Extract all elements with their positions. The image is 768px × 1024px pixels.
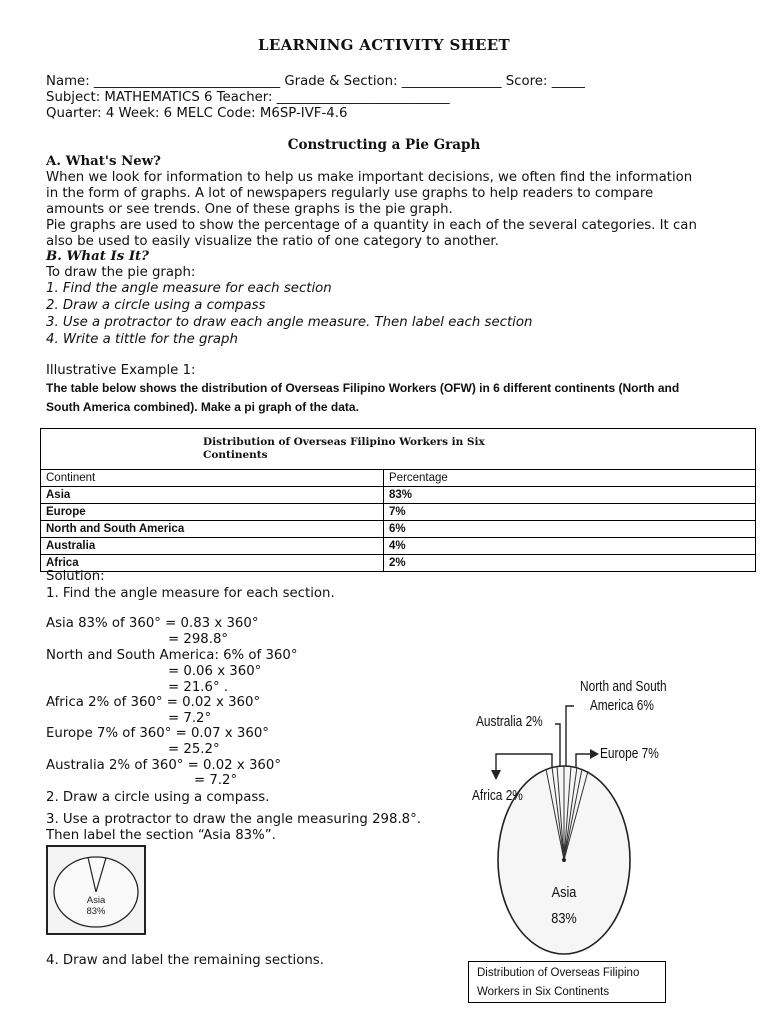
- small-pie-label-line: 83%: [86, 906, 106, 917]
- africa-label: Africa 2%: [472, 788, 523, 804]
- north-south-arrow: [566, 706, 574, 766]
- lesson-title: Constructing a Pie Graph: [287, 137, 481, 153]
- africa-arrowhead: [491, 770, 501, 780]
- table-cell: 6%: [384, 521, 756, 538]
- table-cell: North and South America: [41, 521, 384, 538]
- step-item: 3. Use a protractor to draw each angle measure. Then label each section: [46, 315, 533, 330]
- europe-label: Europe 7%: [600, 746, 659, 762]
- subject-line: Subject: MATHEMATICS 6 Teacher: __________________________: [46, 90, 450, 105]
- table-cell: 4%: [384, 538, 756, 555]
- calc-result: = 21.6° .: [168, 680, 229, 695]
- example-label: Illustrative Example 1:: [46, 363, 196, 378]
- sheet-title: LEARNING ACTIVITY SHEET: [258, 36, 510, 54]
- table-row: [41, 538, 756, 555]
- solution-step: 2. Draw a circle using a compass.: [46, 790, 270, 805]
- pie-label-line: North and South: [580, 679, 667, 695]
- calc-result: = 25.2°: [168, 742, 220, 757]
- para-line: in the form of graphs. A lot of newspapers regularly use graphs to help readers to compare: [46, 186, 654, 201]
- small-pie-label: [48, 895, 144, 917]
- table-row: [41, 521, 756, 538]
- australia-label: Australia 2%: [476, 714, 543, 730]
- step-item: 4. Write a tittle for the graph: [46, 332, 238, 347]
- para-line: amounts or see trends. One of these graphs is the pie graph.: [46, 202, 453, 217]
- table-cell: Asia: [41, 487, 384, 504]
- asia-label: [539, 880, 590, 932]
- pie-center: [562, 858, 566, 862]
- calc-result: = 298.8°: [168, 632, 229, 647]
- solution-label: Solution:: [46, 569, 105, 584]
- small-pie-label-line: Asia: [86, 895, 106, 906]
- table-caption-line: Distribution of Overseas Filipino Workers in Six: [203, 436, 485, 448]
- para-line: When we look for information to help us make important decisions, we often find the information: [46, 170, 693, 185]
- example-desc: South America combined). Make a pi graph of the data.: [46, 400, 359, 414]
- table-header-row: [41, 470, 756, 487]
- table-caption: [41, 429, 756, 470]
- table-cell: 83%: [384, 487, 756, 504]
- example-desc: The table below shows the distribution of Overseas Filipino Workers (OFW) in 6 different continents (North and: [46, 381, 680, 395]
- table-cell: 2%: [384, 555, 756, 572]
- calc-line: Australia 2% of 360° = 0.02 x 360°: [46, 758, 281, 773]
- section-b-heading: B. What Is It?: [46, 249, 149, 264]
- table-row: [41, 504, 756, 521]
- table-cell: Australia: [41, 538, 384, 555]
- calc-result: = 7.2°: [168, 711, 212, 726]
- calc-result: = 0.06 x 360°: [168, 664, 262, 679]
- calc-result: = 7.2°: [194, 773, 238, 788]
- big-pie-caption: [468, 961, 666, 1003]
- calc-line: North and South America: 6% of 360°: [46, 648, 298, 663]
- name-line: Name: ____________________________ Grade & Section: _______________ Score: _____: [46, 74, 585, 89]
- column-header: Percentage: [384, 470, 756, 487]
- north-south-label: [580, 678, 667, 716]
- table-cell: Europe: [41, 504, 384, 521]
- table-row: [41, 487, 756, 504]
- calc-line: Asia 83% of 360° = 0.83 x 360°: [46, 616, 259, 631]
- table-cell: 7%: [384, 504, 756, 521]
- caption-line: Distribution of Overseas Filipino: [477, 967, 640, 979]
- pie-label-line: 83%: [551, 910, 577, 927]
- calc-line: Europe 7% of 360° = 0.07 x 360°: [46, 726, 269, 741]
- europe-arrowhead: [590, 749, 599, 759]
- solution-step: 3. Use a protractor to draw the angle measuring 298.8°.: [46, 812, 422, 827]
- para-line: Pie graphs are used to show the percentage of a quantity in each of the several categories. It can: [46, 218, 697, 233]
- africa-arrow: [496, 754, 552, 772]
- europe-arrow: [576, 754, 590, 767]
- pie-label-line: America 6%: [589, 698, 654, 714]
- solution-step: Then label the section “Asia 83%”.: [46, 828, 276, 843]
- steps-intro: To draw the pie graph:: [46, 265, 196, 280]
- pie-label-line: Asia: [551, 884, 577, 901]
- small-pie-svg: [48, 847, 144, 933]
- step-item: 1. Find the angle measure for each section: [46, 281, 332, 296]
- section-a-heading: A. What's New?: [46, 154, 161, 169]
- table-row: [41, 555, 756, 572]
- australia-arrow: [555, 724, 560, 766]
- step-item: 2. Draw a circle using a compass: [46, 298, 266, 313]
- ofw-distribution-table: [40, 428, 756, 572]
- table-cell: Africa: [41, 555, 384, 572]
- small-pie-figure: [46, 845, 146, 935]
- column-header: Continent: [41, 470, 384, 487]
- calc-line: Africa 2% of 360° = 0.02 x 360°: [46, 695, 261, 710]
- solution-step: 1. Find the angle measure for each section.: [46, 586, 335, 601]
- caption-line: Workers in Six Continents: [477, 986, 610, 998]
- quarter-line: Quarter: 4 Week: 6 MELC Code: M6SP-IVF-4.6: [46, 106, 348, 121]
- table-caption-line: Continents: [203, 449, 268, 461]
- solution-step: 4. Draw and label the remaining sections.: [46, 953, 324, 968]
- para-line: also be used to easily visualize the ratio of one category to another.: [46, 234, 499, 249]
